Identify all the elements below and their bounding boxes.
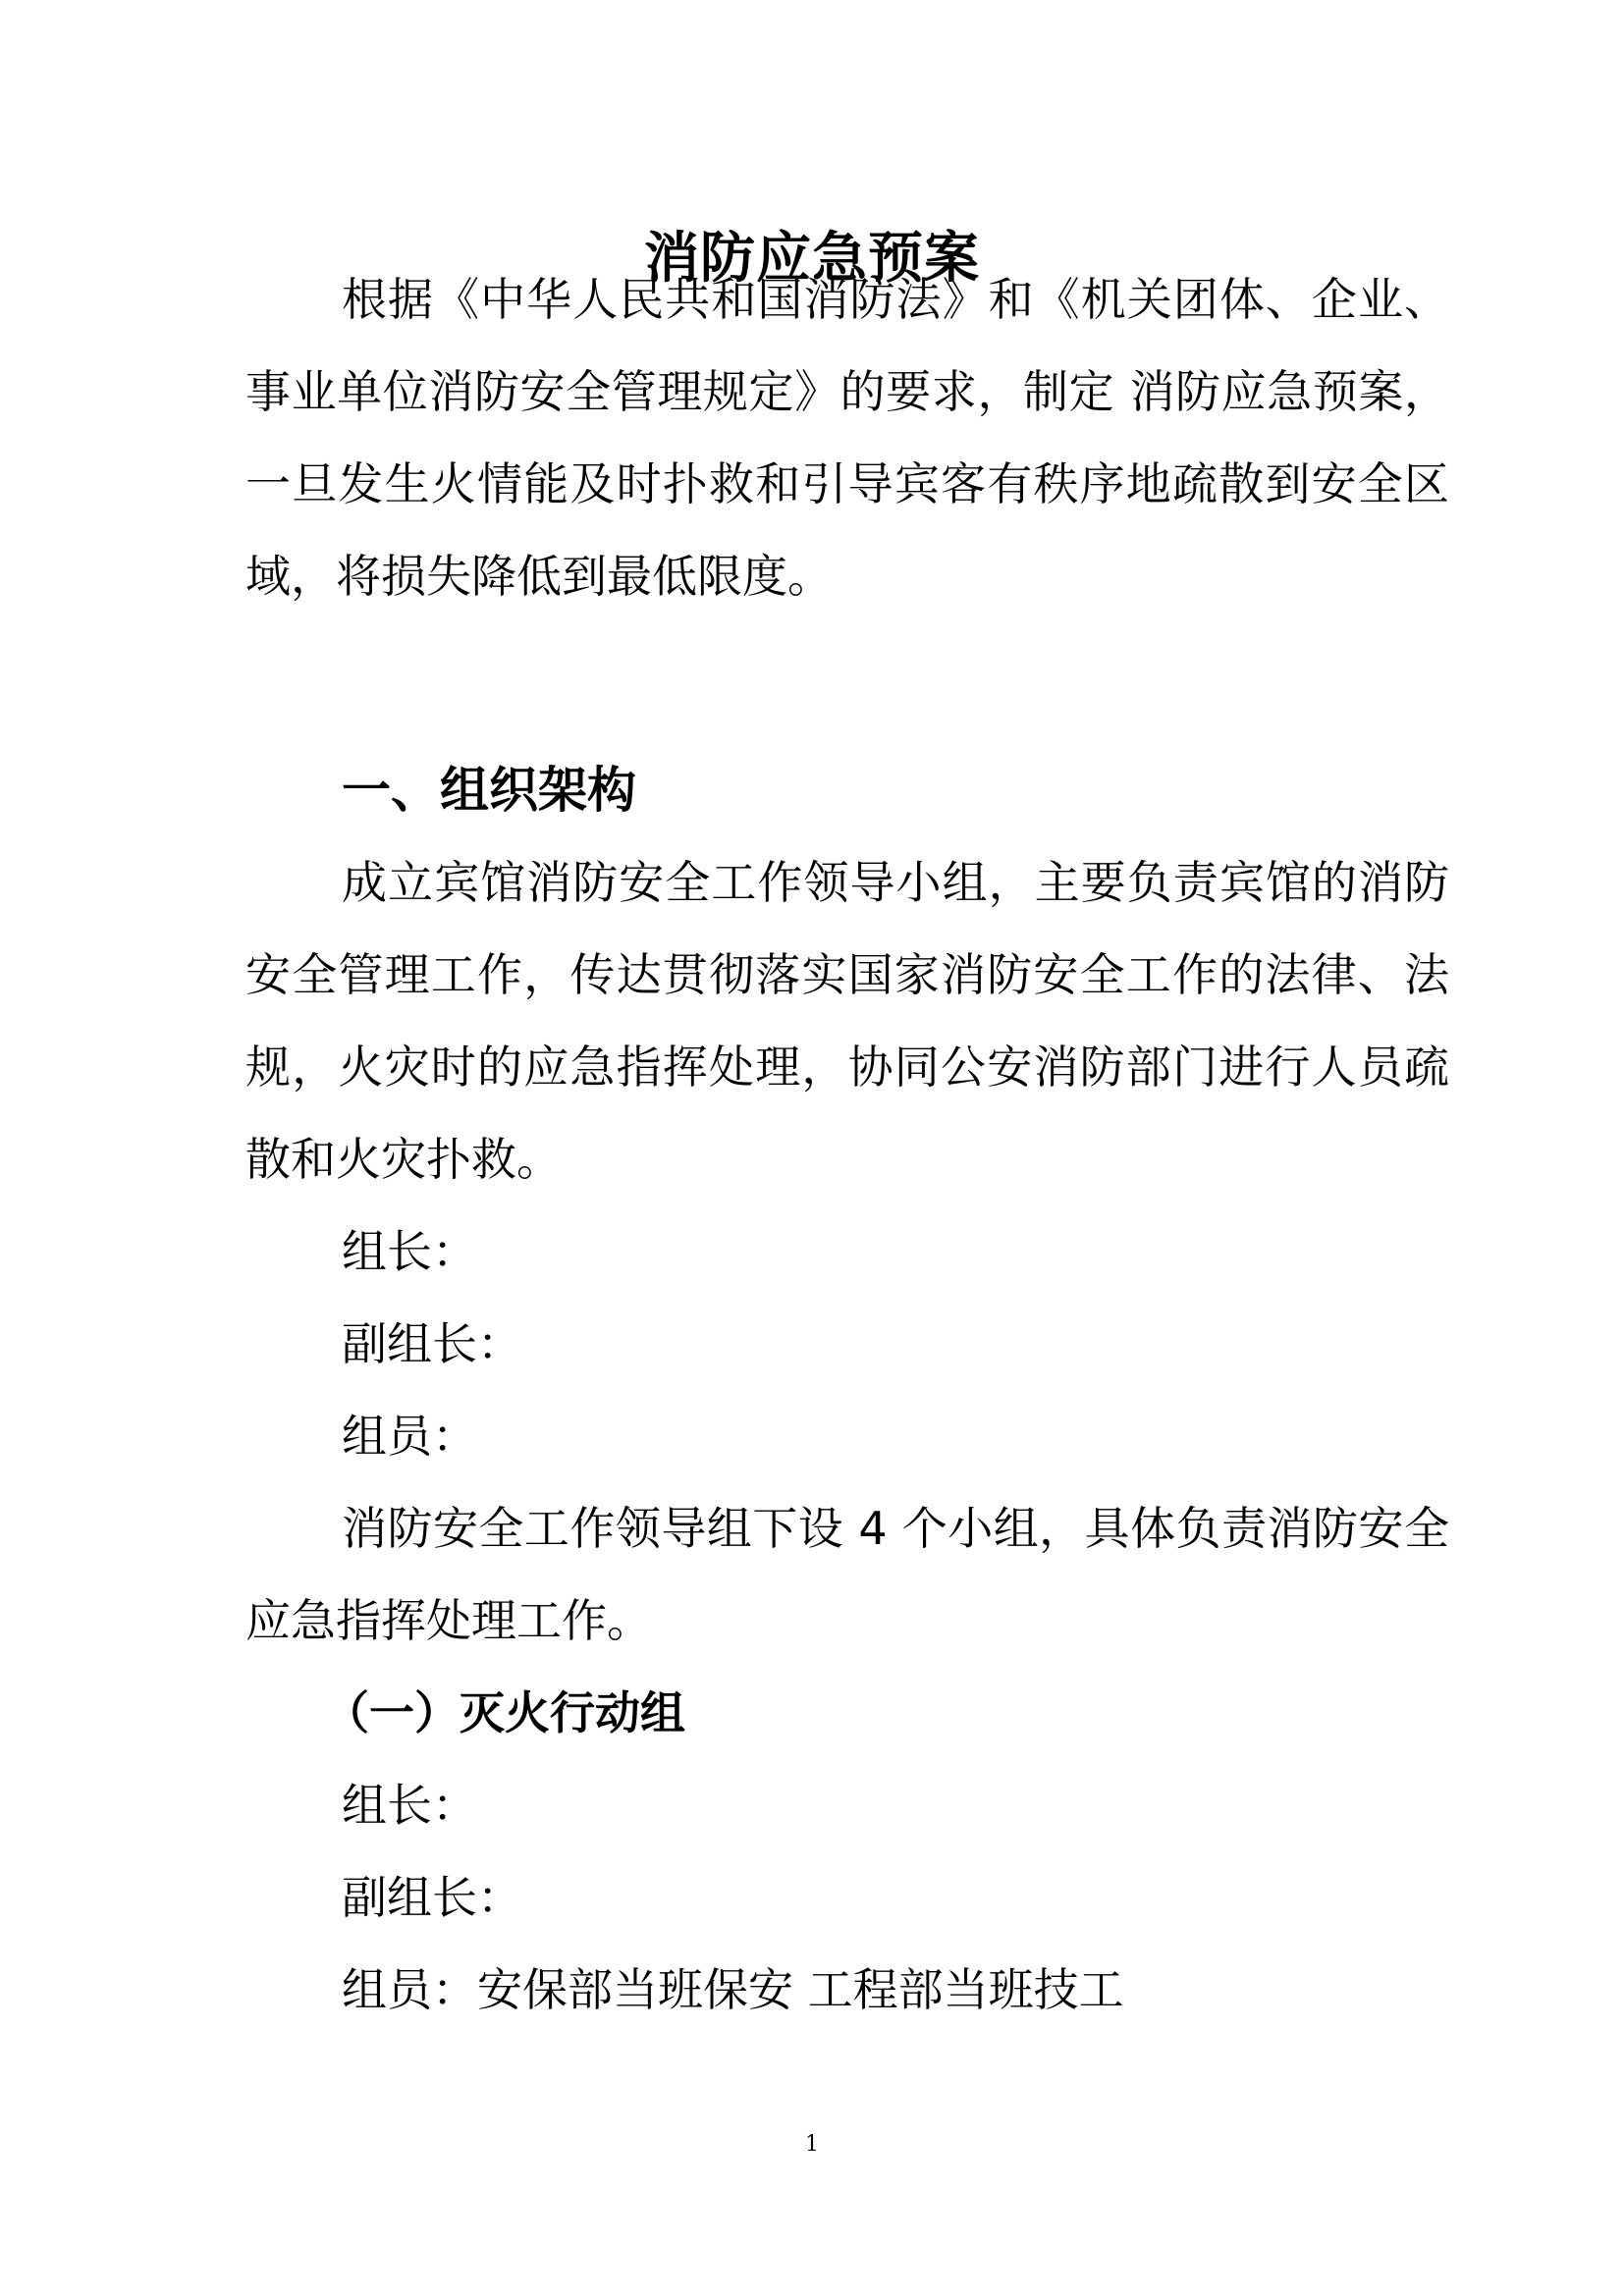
firefighting-leader-label: 组长： <box>342 1779 477 1832</box>
subsection-heading-firefighting: （一）灭火行动组 <box>324 1686 685 1739</box>
group-leader-label: 组长： <box>342 1225 477 1278</box>
document-title: 消防应急预案 <box>644 227 980 291</box>
deputy-leader-label: 副组长： <box>342 1317 522 1370</box>
firefighting-deputy-leader-label: 副组长： <box>342 1871 522 1924</box>
intro-paragraph: 根据《中华人民共和国消防法》和《机关团体、企业、事业单位消防安全管理规定》的要求，制定 消防应急预案，一旦发生火情能及时扑救和引导宾客有秩序地疏散到安全区域，将损失降低到最低限度。 <box>245 273 1449 603</box>
firefighting-members-label: 组员：安保部当班保安 工程部当班技工 <box>342 1963 1124 2016</box>
subgroups-paragraph: 消防安全工作领导组下设 4 个小组，具体负责消防安全应急指挥处理工作。 <box>245 1502 1449 1647</box>
group-members-label: 组员： <box>342 1410 477 1463</box>
page-number: 1 <box>805 2132 819 2157</box>
section-heading-organization: 一、组织架构 <box>342 762 636 819</box>
organization-paragraph: 成立宾馆消防安全工作领导小组，主要负责宾馆的消防安全管理工作，传达贯彻落实国家消防安全工作的法律、法规，火灾时的应急指挥处理，协同公安消防部门进行人员疏散和火灾扑救。 <box>245 856 1449 1186</box>
